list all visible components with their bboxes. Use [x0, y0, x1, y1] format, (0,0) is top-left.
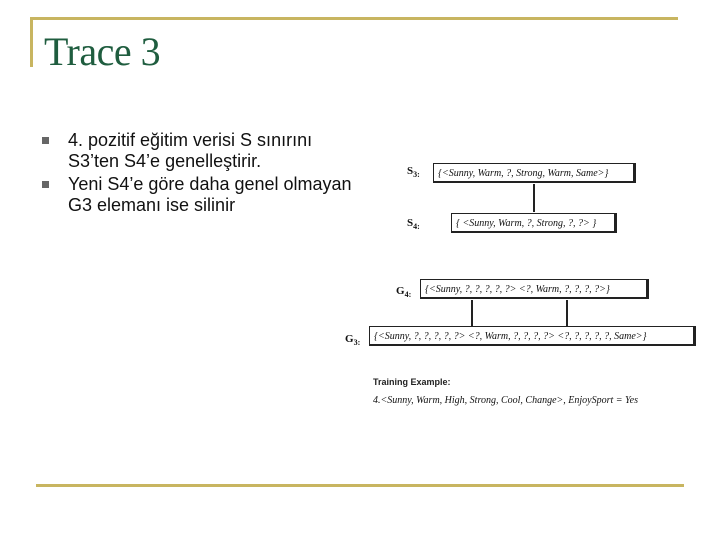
bullet-item	[40, 130, 360, 172]
slide-title: Trace 3	[44, 29, 161, 74]
s4-label: $S_{4:}$	[407, 217, 420, 232]
bullet-list	[40, 130, 360, 218]
s3-s4-connector	[533, 184, 535, 212]
s4-boundary-box: { <Sunny, Warm, ?, Strong, ?, ?> }	[451, 213, 617, 233]
g4-boundary-box: {<Sunny, ?, ?, ?, ?, ?> <?, Warm, ?, ?, ?, ?>}	[420, 279, 649, 299]
s3-label: $S_{3:}$	[407, 165, 420, 180]
frame-top-rule	[30, 17, 678, 20]
version-space-diagram	[345, 155, 705, 415]
bullet-text: 4. pozitif eğitim verisi S sınırını S3’ten S4’e genelleştirir.	[68, 130, 313, 171]
g4-g3-connector-left	[471, 300, 473, 326]
g4-g3-connector-right	[566, 300, 568, 326]
g3-boundary-box: {<Sunny, ?, ?, ?, ?, ?> <?, Warm, ?, ?, ?, ?> <?, ?, ?, ?, ?, Same>}	[369, 326, 696, 346]
bullet-item	[40, 174, 360, 216]
g3-label: $G_{3:}$	[345, 333, 361, 348]
frame-left-rule	[30, 17, 33, 67]
training-example-heading: Training Example:	[373, 377, 451, 387]
bullet-square-icon	[42, 137, 49, 144]
frame-bottom-rule	[36, 484, 684, 487]
bullet-square-icon	[42, 181, 49, 188]
bullet-text: Yeni S4’e göre daha genel olmayan G3 elemanı ise silinir	[68, 174, 352, 215]
s3-boundary-box: {<Sunny, Warm, ?, Strong, Warm, Same>}	[433, 163, 636, 183]
training-example-text: 4.<Sunny, Warm, High, Strong, Cool, Change>, EnjoySport = Yes	[373, 395, 638, 406]
g4-label: $G_{4:}$	[396, 285, 412, 300]
